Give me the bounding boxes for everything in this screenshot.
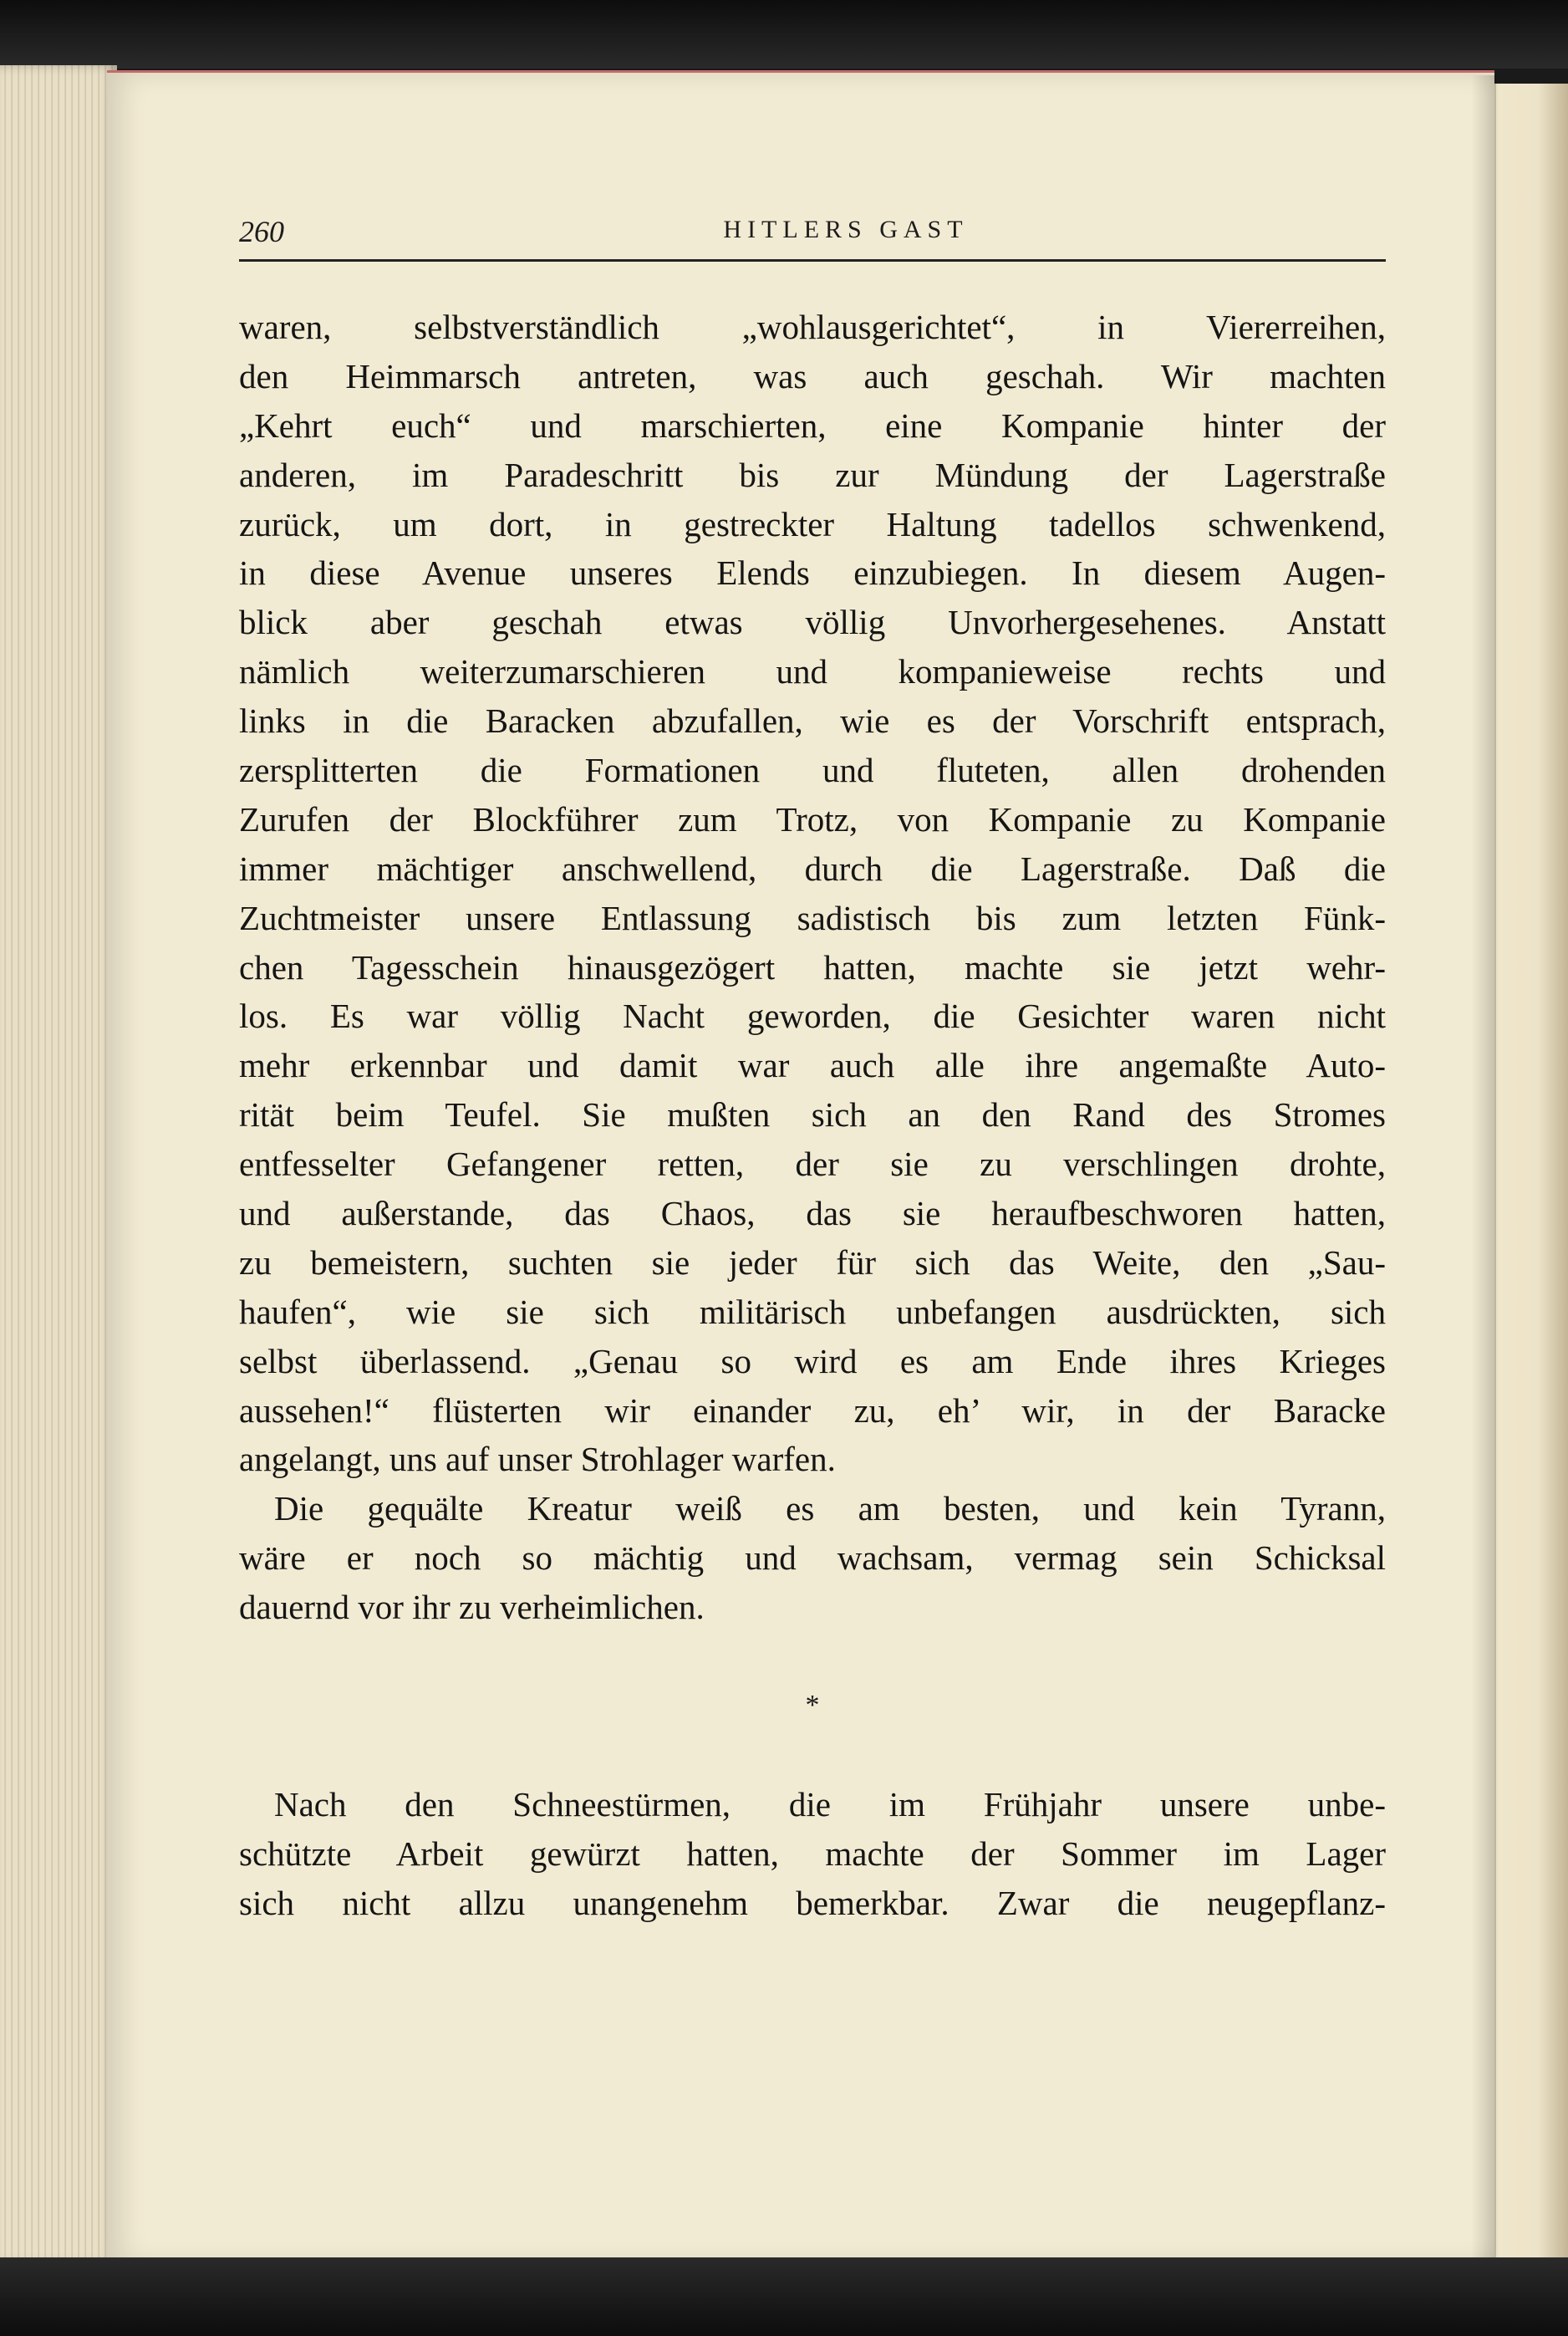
text-line: „Kehrt euch“ und marschierten, eine Kompanie hinter der <box>239 405 1386 445</box>
text-line: sich nicht allzu unangenehm bemerkbar. Zwar die neugepflanz- <box>239 1883 1386 1922</box>
page-edges-right <box>1488 84 1568 2257</box>
scan-border-bottom <box>0 2257 1568 2336</box>
text-line: zurück, um dort, in gestreckter Haltung tadellos schwenkend, <box>239 504 1386 543</box>
text-line: blick aber geschah etwas völlig Unvorhergesehenes. Anstatt <box>239 603 1386 642</box>
running-title: HITLERS GAST <box>723 216 969 243</box>
text-line: schützte Arbeit gewürzt hatten, machte der Sommer im Lager <box>239 1834 1386 1873</box>
paragraph-3 <box>239 1780 1386 1928</box>
text-line: anderen, im Paradeschritt bis zur Mündung der Lagerstraße <box>239 455 1386 494</box>
text-line: rität beim Teufel. Sie mußten sich an den Rand des Stromes <box>239 1095 1386 1135</box>
text-line: Nach den Schneestürmen, die im Frühjahr unsere unbe- <box>274 1784 1386 1823</box>
text-line: Zuchtmeister unsere Entlassung sadistisch bis zum letzten Fünk- <box>239 898 1386 937</box>
text-line: waren, selbstverständlich „wohlausgerichtet“, in Viererreihen, <box>239 308 1386 346</box>
scan-border-top <box>0 0 1568 69</box>
text-line: wäre er noch so mächtig und wachsam, vermag sein Schicksal <box>239 1538 1386 1578</box>
page-edges-left <box>0 65 117 2264</box>
text-line: dauernd vor ihr zu verheimlichen. <box>239 1588 705 1627</box>
text-line: links in die Baracken abzufallen, wie es der Vorschrift entsprach, <box>239 701 1386 741</box>
text-line: den Heimmarsch antreten, was auch geschah. Wir machten <box>239 356 1386 395</box>
text-line: immer mächtiger anschwellend, durch die Lagerstraße. Daß die <box>239 849 1386 888</box>
paragraph-2 <box>239 1484 1386 1632</box>
text-line: zu bemeistern, suchten sie jeder für sich das Weite, den „Sau- <box>239 1242 1386 1282</box>
text-line: in diese Avenue unseres Elends einzubiegen. In diesem Augen- <box>239 553 1386 593</box>
blank-line <box>239 1731 1386 1780</box>
text-line: entfesselter Gefangener retten, der sie zu verschlingen drohte, <box>239 1145 1386 1184</box>
text-line: nämlich weiterzumarschieren und kompanieweise rechts und <box>239 652 1386 691</box>
text-line: angelangt, uns auf unser Strohlager warfen. <box>239 1440 836 1479</box>
body-text <box>239 303 1386 1927</box>
paragraph-1 <box>239 303 1386 1484</box>
text-line: Die gequälte Kreatur weiß es am besten, und kein Tyrann, <box>274 1489 1386 1528</box>
text-line: zersplitterten die Formationen und fluteten, allen drohenden <box>239 751 1386 790</box>
text-line: Zurufen der Blockführer zum Trotz, von Kompanie zu Kompanie <box>239 799 1386 839</box>
running-header <box>239 209 1386 262</box>
text-line: mehr erkennbar und damit war auch alle ihre angemaßte Auto- <box>239 1046 1386 1085</box>
spine-shadow <box>1471 75 1496 2266</box>
text-line: und außerstande, das Chaos, das sie heraufbeschworen hatten, <box>239 1194 1386 1233</box>
text-line: aussehen!“ flüsterten wir einander zu, eh’ wir, in der Baracke <box>239 1390 1386 1430</box>
text-line: los. Es war völlig Nacht geworden, die Gesichter waren nicht <box>239 997 1386 1036</box>
text-line: chen Tagesschein hinausgezögert hatten, machte sie jetzt wehr- <box>239 947 1386 987</box>
section-separator: * <box>805 1689 820 1721</box>
text-line: haufen“, wie sie sich militärisch unbefangen ausdrückten, sich <box>239 1292 1386 1331</box>
page-number: 260 <box>239 215 284 248</box>
text-line: selbst überlassend. „Genau so wird es am Ende ihres Krieges <box>239 1341 1386 1380</box>
